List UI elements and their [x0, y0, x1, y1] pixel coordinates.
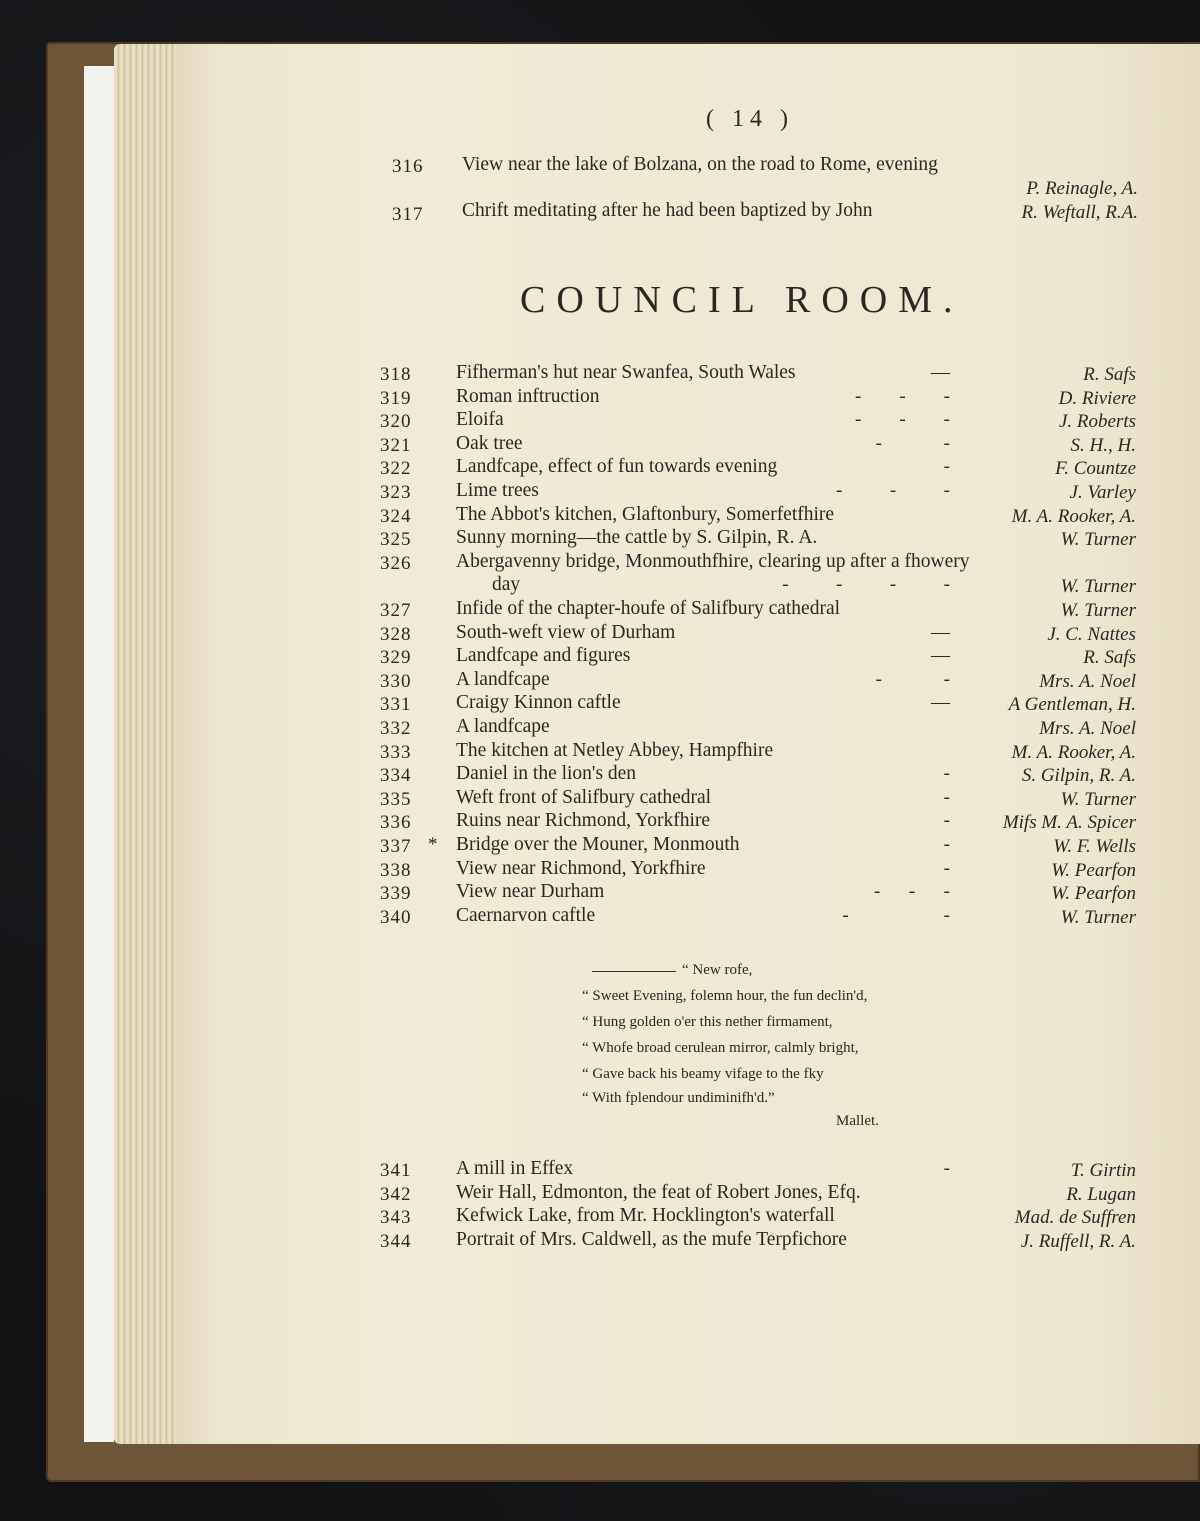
entry-title: Landfcape, effect of fun towards evening: [456, 456, 778, 478]
entry-title: Oak tree: [456, 432, 523, 454]
entry-title: South-weft view of Durham: [456, 621, 676, 643]
entry-artist: W. Turner: [1060, 600, 1136, 621]
entry-mark: *: [428, 834, 439, 855]
entry-title: Abergavenny bridge, Monmouthfhire, clearing up after a fhowery: [456, 550, 970, 572]
entry-number: 319: [380, 387, 412, 409]
entry-separator: - - -: [836, 480, 950, 501]
entry-title: Bridge over the Mouner, Monmouth: [456, 834, 740, 855]
entry-title: Chrift meditating after he had been baptized by John: [462, 200, 873, 221]
entry-number: 323: [380, 482, 412, 503]
entry-artist: F. Countze: [1055, 458, 1136, 480]
entry-title: Caernarvon caftle: [456, 904, 596, 926]
entry-separator: - - -: [855, 385, 950, 407]
page-edges: [114, 44, 180, 1444]
entry-title: View near Durham: [456, 881, 605, 903]
entry-title: Landfcape and figures: [456, 645, 631, 667]
entry-separator: -: [943, 1158, 950, 1179]
entry-number: 333: [380, 741, 412, 763]
entry-separator: -: [943, 810, 950, 832]
entry-number: 331: [380, 694, 412, 716]
entry-title: A mill in Effex: [456, 1158, 574, 1179]
entry-artist: W. F. Wells: [1053, 836, 1136, 857]
entry-artist: W. Pearfon: [1051, 859, 1136, 881]
entry-separator: -: [943, 763, 950, 785]
entry-number: 332: [380, 718, 412, 739]
entry-title: View near the lake of Bolzana, on the road to Rome, evening: [462, 154, 938, 175]
entry-number: 339: [380, 883, 412, 905]
entry-number: 328: [380, 623, 412, 645]
entry-number: 318: [380, 364, 412, 385]
entry-title: The kitchen at Netley Abbey, Hampfhire: [456, 739, 774, 761]
entry-number: 340: [380, 906, 412, 928]
entry-artist: R. Safs: [1083, 647, 1136, 669]
entry-separator: -: [943, 857, 950, 879]
entry-number: 327: [380, 600, 412, 621]
poem-line: “ New rofe,: [682, 962, 753, 978]
entry-separator: - - -: [874, 881, 950, 903]
entry-separator: —: [931, 621, 950, 643]
entry-number: 335: [380, 788, 412, 810]
entry-artist: J. Ruffell, R. A.: [1020, 1230, 1136, 1252]
entry-title: Infide of the chapter-houfe of Salifbury cathedral: [456, 598, 841, 619]
entry-number: 337: [380, 836, 412, 857]
entry-separator: - - - -: [782, 574, 950, 596]
book-page: [176, 44, 1200, 1444]
entry-separator: - -: [875, 668, 950, 690]
entry-title: Fifherman's hut near Swanfea, South Wales: [456, 362, 796, 383]
entry-number: 342: [380, 1183, 412, 1205]
entry-artist: S. H., H.: [1070, 434, 1136, 456]
entry-separator: -: [943, 786, 950, 808]
poem-line: “ Hung golden o'er this nether firmament,: [582, 1014, 833, 1030]
entry-number: 316: [392, 156, 424, 177]
entry-number: 334: [380, 765, 412, 787]
entry-number: 324: [380, 505, 412, 527]
entry-artist: D. Riviere: [1058, 387, 1136, 409]
entry-title: Craigy Kinnon caftle: [456, 692, 621, 714]
entry-separator: —: [931, 362, 950, 383]
poem-line: “ Gave back his beamy vifage to the fky: [582, 1066, 824, 1082]
entry-title: A landfcape: [456, 716, 550, 737]
entry-artist: W. Turner: [1060, 576, 1136, 598]
entry-title: The Abbot's kitchen, Glaftonbury, Somerfetfhire: [456, 503, 835, 525]
entry-title: Portrait of Mrs. Caldwell, as the mufe Terpfichore: [456, 1228, 847, 1250]
entry-number: 341: [380, 1160, 412, 1181]
entry-artist: J. C. Nattes: [1047, 623, 1136, 645]
entry-title: Eloifa: [456, 409, 504, 431]
entry-number: 343: [380, 1207, 412, 1228]
entry-number: 344: [380, 1230, 412, 1252]
entry-number: 321: [380, 434, 412, 456]
entry-separator: - -: [875, 432, 950, 454]
entry-number: 325: [380, 529, 412, 551]
poem-attribution: Mallet.: [836, 1113, 879, 1129]
entry-artist: Mrs. A. Noel: [1039, 670, 1136, 692]
entry-number: 338: [380, 859, 412, 881]
entry-separator: - -: [842, 904, 950, 926]
entry-title: Lime trees: [456, 480, 539, 501]
poem-line: “ Whofe broad cerulean mirror, calmly bright,: [582, 1040, 859, 1056]
entry-artist: J. Roberts: [1058, 411, 1136, 433]
entry-separator: -: [943, 456, 950, 478]
flyleaf: [84, 66, 114, 1442]
entry-separator: - - -: [855, 409, 950, 431]
entry-artist: Mifs M. A. Spicer: [1002, 812, 1136, 834]
poem-dash: [592, 971, 676, 972]
entry-title: Kefwick Lake, from Mr. Hocklington's waterfall: [456, 1205, 835, 1226]
entry-artist: Mrs. A. Noel: [1039, 718, 1136, 739]
entry-artist: W. Turner: [1060, 906, 1136, 928]
entry-number: 317: [392, 204, 424, 225]
entry-title: Ruins near Richmond, Yorkfhire: [456, 810, 711, 832]
entry-number: 322: [380, 458, 412, 480]
entry-artist: R. Lugan: [1066, 1183, 1136, 1205]
entry-number: 336: [380, 812, 412, 834]
entry-artist: M. A. Rooker, A.: [1011, 505, 1136, 527]
entry-artist: P. Reinagle, A.: [1026, 178, 1138, 199]
entry-artist: W. Turner: [1060, 788, 1136, 810]
entry-title: Weft front of Salifbury cathedral: [456, 786, 712, 808]
entry-artist: A Gentleman, H.: [1008, 694, 1136, 716]
entry-separator: -: [943, 834, 950, 855]
page-number: ( 14 ): [706, 106, 794, 132]
entry-artist: Mad. de Suffren: [1014, 1207, 1136, 1228]
entry-artist: M. A. Rooker, A.: [1011, 741, 1136, 763]
entry-artist: R. Safs: [1083, 364, 1136, 385]
section-title: COUNCIL ROOM.: [520, 279, 964, 321]
poem-line: “ Sweet Evening, folemn hour, the fun declin'd,: [582, 988, 868, 1004]
entry-number: 320: [380, 411, 412, 433]
entry-number: 329: [380, 647, 412, 669]
entry-title: day: [492, 574, 521, 596]
entry-title: View near Richmond, Yorkfhire: [456, 857, 706, 879]
entry-artist: S. Gilpin, R. A.: [1021, 765, 1136, 787]
entry-artist: W. Pearfon: [1051, 883, 1136, 905]
entry-artist: R. Weftall, R.A.: [1021, 202, 1138, 223]
entry-number: 330: [380, 670, 412, 692]
entry-artist: J. Varley: [1069, 482, 1136, 503]
entry-title: Roman inftruction: [456, 385, 600, 407]
poem-line: “ With fplendour undiminifh'd.”: [582, 1090, 775, 1106]
entry-separator: —: [931, 692, 950, 714]
entry-title: Daniel in the lion's den: [456, 763, 637, 785]
entry-title: Sunny morning—the cattle by S. Gilpin, R. A.: [456, 527, 818, 549]
entry-artist: T. Girtin: [1070, 1160, 1136, 1181]
entry-artist: W. Turner: [1060, 529, 1136, 551]
entry-title: Weir Hall, Edmonton, the feat of Robert Jones, Efq.: [456, 1181, 861, 1203]
entry-number: 326: [380, 552, 412, 574]
entry-title: A landfcape: [456, 668, 550, 690]
entry-separator: —: [931, 645, 950, 667]
